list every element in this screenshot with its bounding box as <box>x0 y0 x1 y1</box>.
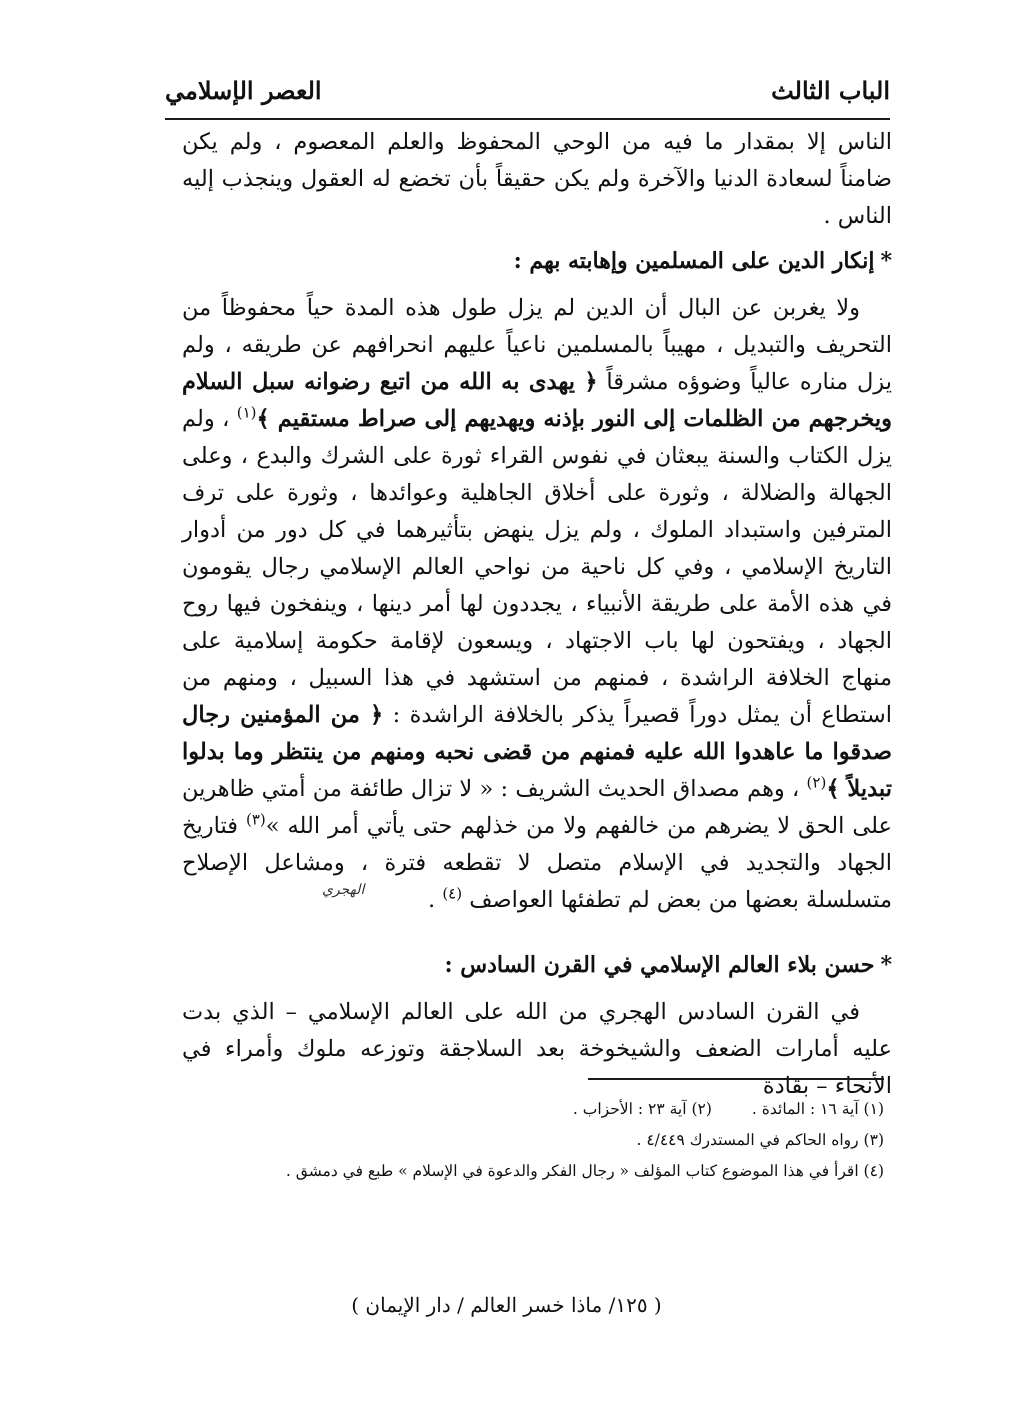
paragraph-text: فتاريخ الجهاد والتجديد في الإسلام متصل لا تقطعه فترة ، ومشاعل الإصلاح متسلسلة بعضها من بعض لم تطفئها العواصف <box>182 813 892 913</box>
footnote-ref-4: (٤) <box>442 884 463 903</box>
section-heading-2 <box>182 947 892 984</box>
paragraph-text: ولا يغربن عن البال أن الدين لم يزل طول هذه المدة حياً محفوظاً من التحريف والتبديل ، مهيباً بالمسلمين ناعياً عليهم انحرافهم عن طريقه ، ولم يزل مناره عالياً وضوؤه مشرقاً <box>182 295 892 395</box>
footnotes <box>250 1094 884 1187</box>
quran-verse-2: ﴿ من المؤمنين رجال صدقوا ما عاهدوا الله عليه فمنهم من قضى نحبه ومنهم من ينتظر وما بدلوا تبديلاً ﴾ <box>182 702 892 802</box>
running-header <box>165 66 890 120</box>
paragraph-main <box>182 290 892 919</box>
paragraph-end: . <box>428 887 443 913</box>
main-text <box>182 124 892 1105</box>
section-title: العصر الإسلامي <box>165 76 322 105</box>
chapter-title: الباب الثالث <box>771 76 890 105</box>
footnote-4: (٤) اقرأ في هذا الموضوع كتاب المؤلف « رجال الفكر والدعوة في الإسلام » طبع في دمشق . <box>285 1162 884 1180</box>
footnote-divider <box>588 1078 884 1080</box>
paragraph-next: في القرن السادس الهجري من الله على العالم الإسلامي – الذي بدت عليه أمارات الضعف والشيخوخة بعد السلاجقة وتوزعه ملوك وأمراء في الأنحاء – بقادة <box>182 999 892 1099</box>
star-bullet-icon: * <box>880 248 892 274</box>
paragraph-text: ، وهم مصداق الحديث الشريف : « لا تزال طائفة من أمتي ظاهرين على الحق لا يضرهم من خالفهم ولا من خذلهم حتى يأتي أمر الله » <box>182 776 892 839</box>
section-heading-2-text: حسن بلاء العالم الإسلامي في القرن السادس : <box>444 952 875 978</box>
paragraph-text: ، ولم يزل الكتاب والسنة يبعثان في نفوس القراء ثورة على الشرك والبدع ، وعلى الجهالة والضلالة ، وثورة على أخلاق الجاهلية وعوائدها ، وثورة على ترف المترفين واستبداد الملوك ، ولم يزل ينهض بتأثيرهما في كل دور من أدوار التاريخ الإسلامي ، وفي كل ناحية من نواحي العالم الإسلامي رجال يقومون في هذه الأمة على طريقة الأنبياء ، يجددون لها أمر دينها ، وينفخون فيها روح الجهاد ، ويفتحون لها باب الاجتهاد ، ويسعون لإقامة حكومة إسلامية على منهاج الخلافة الراشدة ، فمنهم من استشهد في هذا السبيل ، ومنهم من استطاع أن يمثل دوراً قصيراً يذكر بالخلافة الراشدة : <box>182 406 892 728</box>
paragraph-continuation: الناس إلا بمقدار ما فيه من الوحي المحفوظ والعلم المعصوم ، ولم يكن ضامناً لسعادة الدنيا والآخرة ولم يكن حقيقاً بأن تخضع له العقول وينجذب إليه الناس . <box>182 129 892 229</box>
page-footer: ( ١٢٥/ ماذا خسر العالم / دار الإيمان ) <box>351 1293 662 1317</box>
handwritten-annotation: الهجري <box>322 882 365 898</box>
footnote-2: (٢) آية ٢٣ : الأحزاب . <box>572 1100 712 1118</box>
footnote-ref-1: (١) <box>236 403 257 422</box>
footnote-3: (٣) رواه الحاكم في المستدرك ٤/٤٤٩ . <box>636 1131 884 1149</box>
footnote-ref-2: (٢) <box>806 773 827 792</box>
section-heading-1 <box>182 243 892 280</box>
footnote-1: (١) آية ١٦ : المائدة . <box>751 1100 884 1118</box>
quran-verse-1: ﴿ يهدى به الله من اتبع رضوانه سبل السلام ويخرجهم من الظلمات إلى النور بإذنه ويهديهم إلى صراط مستقيم ﴾ <box>182 369 893 432</box>
footnote-ref-3: (٣) <box>246 810 266 829</box>
star-bullet-icon: * <box>880 952 892 978</box>
section-heading-1-text: إنكار الدين على المسلمين وإهابته بهم : <box>513 248 875 274</box>
footnote-row <box>250 1094 884 1125</box>
